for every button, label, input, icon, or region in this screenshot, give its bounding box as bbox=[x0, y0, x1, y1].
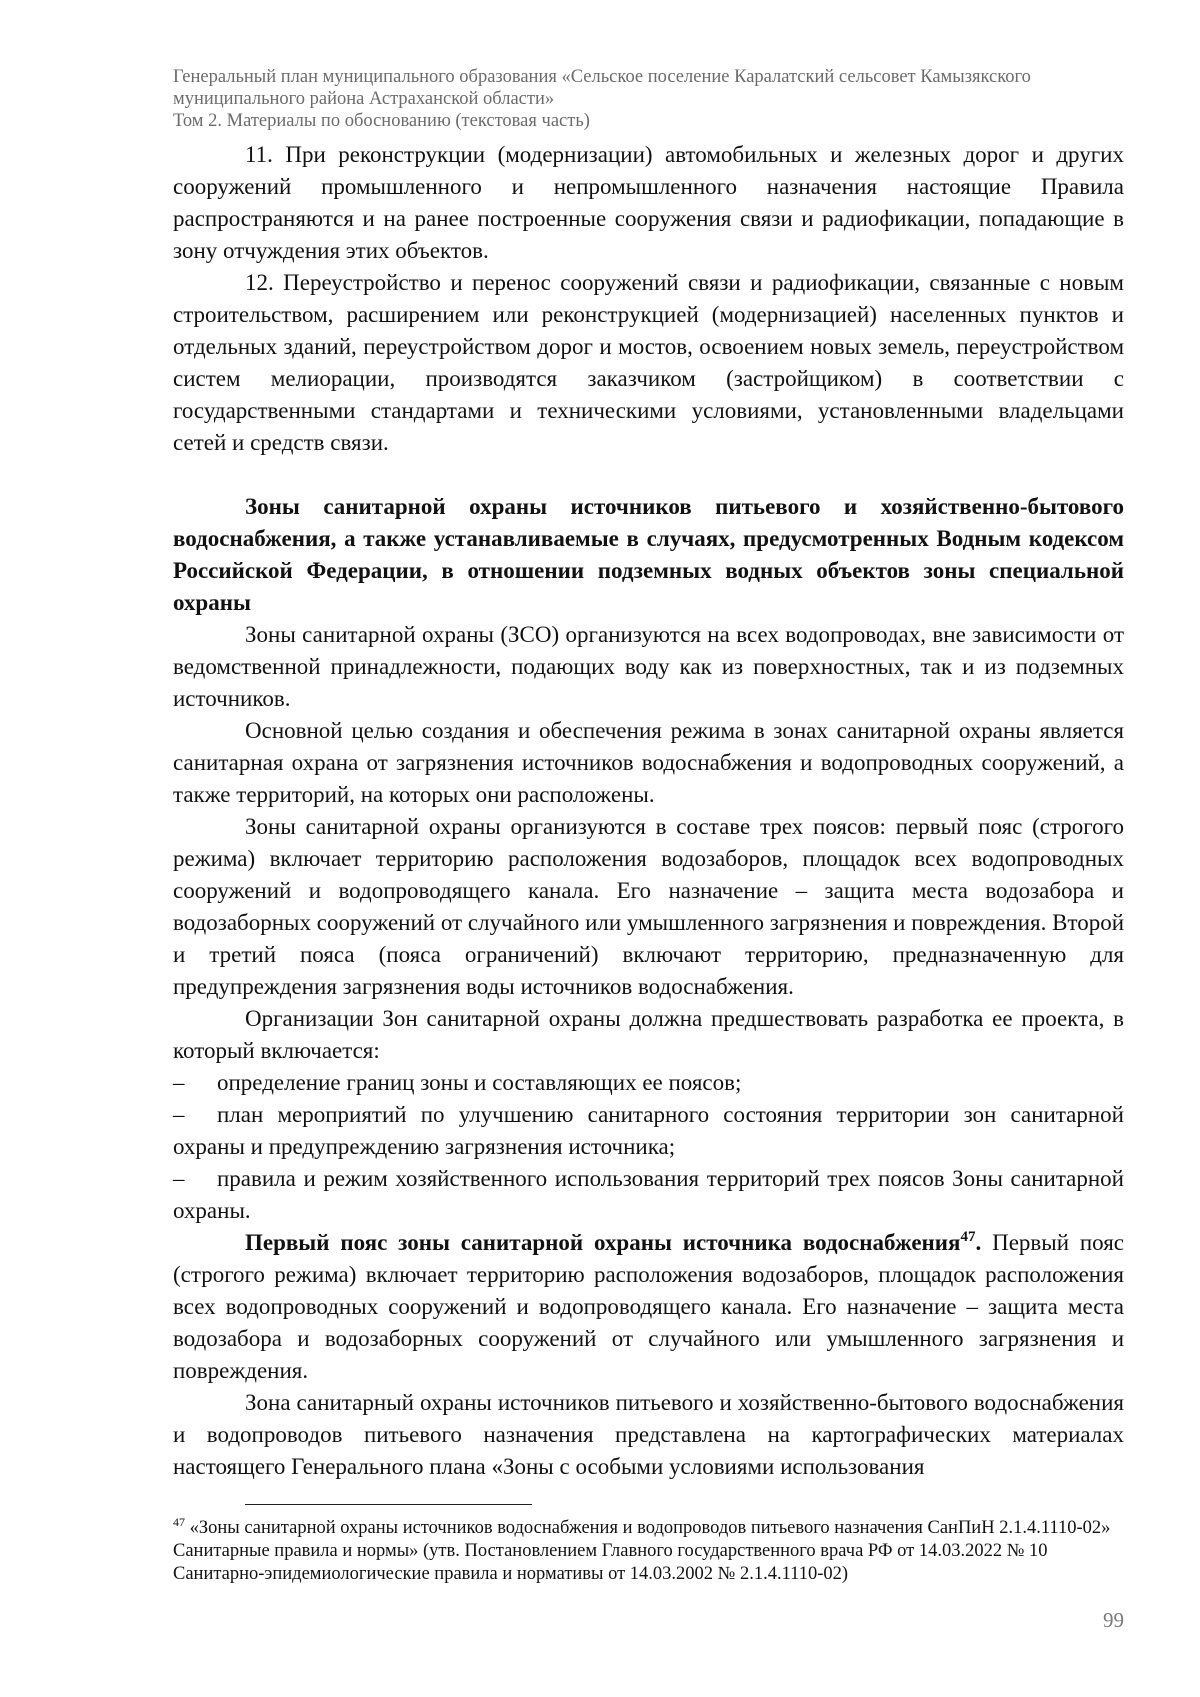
first-belt-heading: Первый пояс зоны санитарной охраны источника водоснабжения$^{47}$. bbox=[245, 1229, 982, 1255]
running-header bbox=[173, 66, 1125, 132]
footnote-separator bbox=[245, 1504, 532, 1505]
list-item bbox=[173, 1067, 1124, 1099]
paragraph-zso: Зоны санитарной охраны (ЗСО) организуются на всех водопроводах, вне зависимости от ведомственной принадлежности, подающих воду как из поверхностных, так и из подземных источников. bbox=[173, 622, 1124, 711]
header-line-1: Генеральный план муниципального образования «Сельское поселение Каралатский сельсовет Камызякского bbox=[173, 67, 1031, 87]
footnote-text: «Зоны санитарной охраны источников водоснабжения и водопроводов питьевого назначения СанПиН 2.1.4.1110-02» Санитарные правила и нормы» (утв. Постановлением Главного государственного врача РФ от 14.03.2022 № 10 Санитарно-эпидемиологические правила и нормативы от 14.03.2002 № 2.1.4.1110-02) bbox=[173, 1518, 1111, 1584]
list-item-text: правила и режим хозяйственного использования территорий трех поясов Зоны санитарной охраны. bbox=[173, 1166, 1124, 1223]
paragraph-11: 11. При реконструкции (модернизации) автомобильных и железных дорог и других сооружений промышленного и непромышленного назначения настоящие Правила распространяются и на ранее построенные сооружения связи и радиофикации, попадающие в зону отчуждения этих объектов. bbox=[173, 142, 1124, 263]
project-contents-list bbox=[173, 1067, 1124, 1227]
section-heading: Зоны санитарной охраны источников питьевого и хозяйственно-бытового водоснабжения, а также устанавливаемые в случаях, предусмотренных Водным кодексом Российской Федерации, в отношении подземных водных объектов зоны специальной охраны bbox=[173, 494, 1124, 615]
paragraph-belts: Зоны санитарной охраны организуются в составе трех поясов: первый пояс (строгого режима) включает территорию расположения водозаборов, площадок всех водопроводных сооружений и водопроводящего канала. Его назначение – защита места водозабора и водозаборных сооружений от случайного или умышленного загрязнения и повреждения. Второй и третий пояса (пояса ограничений) включают территорию, предназначенную для предупреждения загрязнения воды источников водоснабжения. bbox=[173, 814, 1124, 999]
list-item bbox=[173, 1163, 1124, 1227]
list-item bbox=[173, 1099, 1124, 1163]
header-line-3: Том 2. Материалы по обоснованию (текстовая часть) bbox=[173, 111, 590, 131]
paragraph-zone-maps: Зона санитарный охраны источников питьевого и хозяйственно-бытового водоснабжения и водопроводов питьевого назначения представлена на картографических материалах настоящего Генерального плана «Зоны с особыми условиями использования bbox=[173, 1390, 1124, 1479]
list-item-text: план мероприятий по улучшению санитарного состояния территории зон санитарной охраны и предупреждению загрязнения источника; bbox=[173, 1102, 1124, 1159]
footnote-number: 47 bbox=[173, 1515, 185, 1529]
header-line-2: муниципального района Астраханской области» bbox=[173, 89, 555, 109]
page-number: 99 bbox=[1103, 1608, 1124, 1632]
dash-marker: – bbox=[173, 1070, 185, 1095]
dash-marker: – bbox=[173, 1102, 185, 1127]
body-text bbox=[173, 139, 1124, 1483]
list-item-text: определение границ зоны и составляющих ее поясов; bbox=[217, 1070, 742, 1095]
paragraph-project: Организации Зон санитарной охраны должна предшествовать разработка ее проекта, в который включается: bbox=[173, 1006, 1124, 1063]
footnote bbox=[173, 1517, 1124, 1586]
first-belt-text: Первый пояс (строгого режима) включает территорию расположения водозаборов, площадок расположения всех водопроводных сооружений и водопроводящего канала. Его назначение – защита места водозабора и водозаборных сооружений от случайного или умышленного загрязнения и повреждения. bbox=[173, 1230, 1125, 1383]
paragraph-12: 12. Переустройство и перенос сооружений связи и радиофикации, связанные с новым строительством, расширением или реконструкцией (модернизацией) населенных пунктов и отдельных зданий, переустройством дорог и мостов, освоением новых земель, переустройством систем мелиорации, производятся заказчиком (застройщиком) в соответствии с государственными стандартами и техническими условиями, установленными владельцами сетей и средств связи. bbox=[173, 270, 1124, 455]
paragraph-goal: Основной целью создания и обеспечения режима в зонах санитарной охраны является санитарная охрана от загрязнения источников водоснабжения и водопроводных сооружений, а также территорий, на которых они расположены. bbox=[173, 718, 1124, 807]
footnote-reference[interactable]: 47 bbox=[960, 1229, 976, 1245]
paragraph-first-belt bbox=[173, 1227, 1124, 1387]
dash-marker: – bbox=[173, 1166, 185, 1191]
